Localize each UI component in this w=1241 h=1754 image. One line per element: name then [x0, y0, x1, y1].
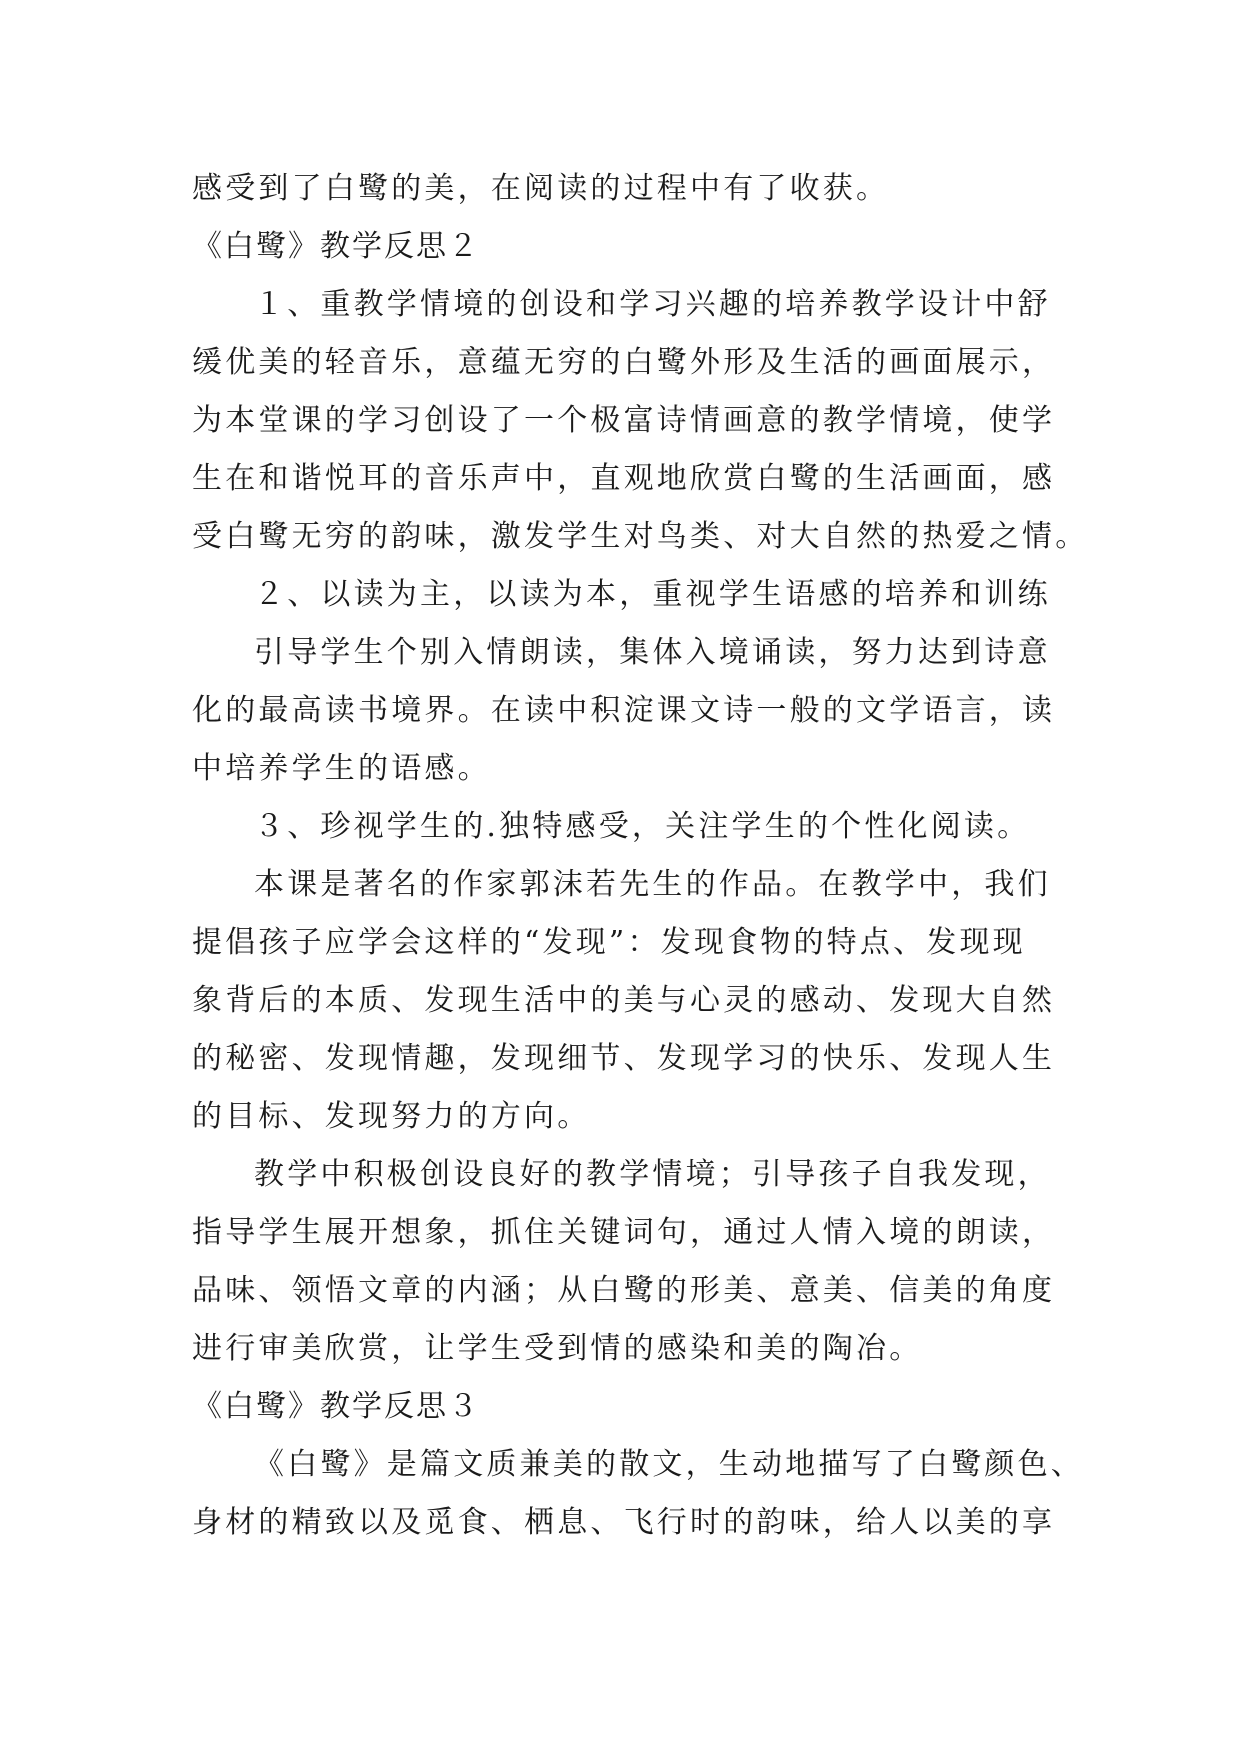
- body-text-line: 化的最高读书境界。在读中积淀课文诗一般的文学语言，读: [192, 693, 1056, 728]
- paragraph-first-line: １、重教学情境的创设和学习兴趣的培养教学设计中舒: [254, 287, 1051, 322]
- paragraph-first-line: ３、珍视学生的.独特感受，关注学生的个性化阅读。: [254, 809, 1031, 844]
- body-text-line: 中培养学生的语感。: [192, 751, 491, 786]
- document-body: [192, 160, 1089, 1552]
- body-text-line: 感受到了白鹭的美，在阅读的过程中有了收获。: [192, 171, 890, 206]
- body-text-line: 象背后的本质、发现生活中的美与心灵的感动、发现大自然: [192, 983, 1056, 1018]
- body-text-line: 受白鹭无穷的韵味，激发学生对鸟类、对大自然的热爱之情。: [192, 519, 1089, 554]
- body-text-line: 指导学生展开想象，抓住关键词句，通过人情入境的朗读，: [192, 1215, 1056, 1250]
- paragraph-first-line: ２、以读为主，以读为本，重视学生语感的培养和训练: [254, 577, 1051, 612]
- section-heading: 《白鹭》教学反思３: [192, 1389, 480, 1424]
- paragraph-first-line: 教学中积极创设良好的教学情境；引导孩子自我发现，: [254, 1157, 1051, 1192]
- paragraph-first-line: 《白鹭》是篇文质兼美的散文，生动地描写了白鹭颜色、: [254, 1447, 1084, 1482]
- body-text-line: 为本堂课的学习创设了一个极富诗情画意的教学情境，使学: [192, 403, 1056, 438]
- body-text-line: 进行审美欣赏，让学生受到情的感染和美的陶冶。: [192, 1331, 923, 1366]
- body-text-line: 的秘密、发现情趣，发现细节、发现学习的快乐、发现人生: [192, 1041, 1056, 1076]
- paragraph-first-line: 本课是著名的作家郭沫若先生的作品。在教学中，我们: [254, 867, 1051, 902]
- body-text-line: 生在和谐悦耳的音乐声中，直观地欣赏白鹭的生活画面，感: [192, 461, 1056, 496]
- section-heading: 《白鹭》教学反思２: [192, 229, 480, 264]
- body-text-line: 提倡孩子应学会这样的“发现”：发现食物的特点、发现现: [192, 925, 1026, 960]
- body-text-line: 缓优美的轻音乐，意蕴无穷的白鹭外形及生活的画面展示，: [192, 345, 1056, 380]
- body-text-line: 品味、领悟文章的内涵；从白鹭的形美、意美、信美的角度: [192, 1273, 1056, 1308]
- paragraph-first-line: 引导学生个别入情朗读，集体入境诵读，努力达到诗意: [254, 635, 1051, 670]
- body-text-line: 的目标、发现努力的方向。: [192, 1099, 591, 1134]
- body-text-line: 身材的精致以及觅食、栖息、飞行时的韵味，给人以美的享: [192, 1505, 1056, 1540]
